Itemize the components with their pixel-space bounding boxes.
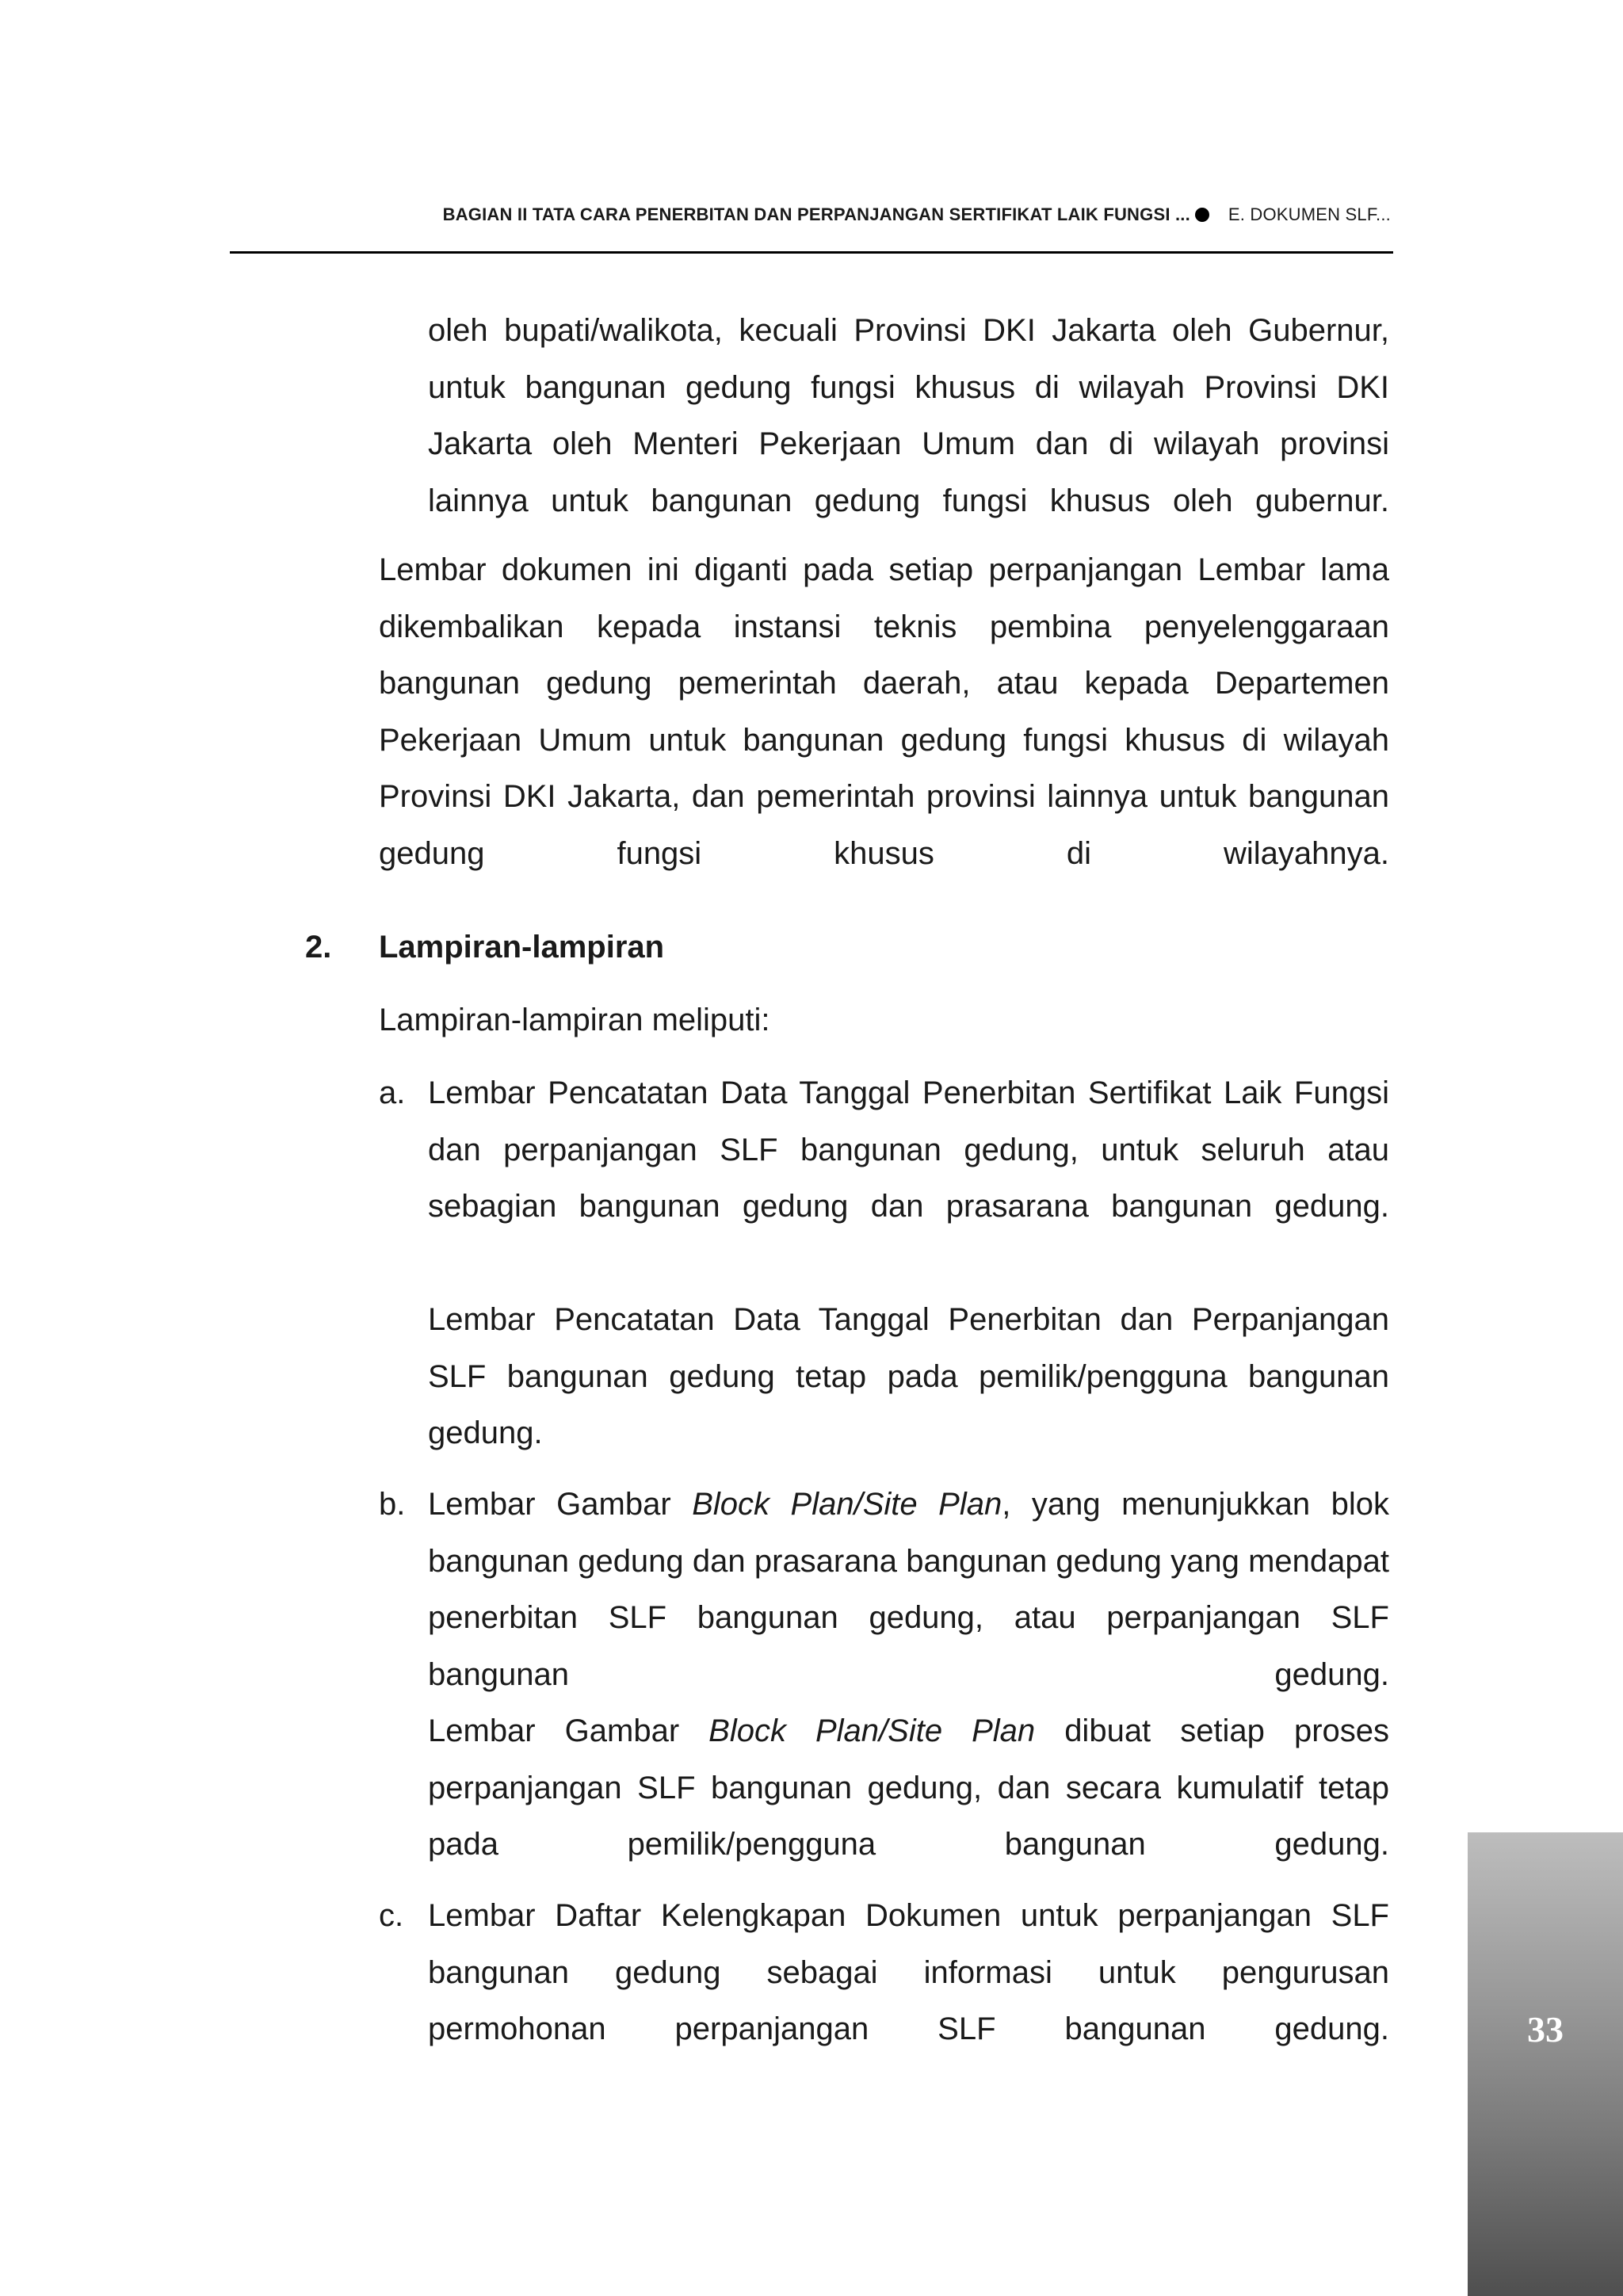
section-title: Lampiran-lampiran <box>379 930 665 965</box>
header-chapter-title: BAGIAN II TATA CARA PENERBITAN DAN PERPANJANGAN SERTIFIKAT LAIK FUNGSI ... <box>442 204 1190 224</box>
section-number: 2. <box>305 930 332 965</box>
page-number: 33 <box>1527 2009 1564 2050</box>
header-section-title: E. DOKUMEN SLF... <box>1228 204 1391 224</box>
item-c-marker: c. <box>379 1898 404 1933</box>
item-b-note: Lembar Gambar Block Plan/Site Plan dibuat setiap proses perpanjangan SLF bangunan gedung, dan secara kumulatif tetap pada pemilik/pengguna bangunan gedung. <box>428 1713 1390 1862</box>
running-header <box>230 204 1391 225</box>
page-tab <box>1468 1832 1623 2296</box>
lembar-paragraph: Lembar dokumen ini diganti pada setiap perpanjangan Lembar lama dikembalikan kepada instansi teknis pembina penyelenggaraan bangunan gedung pemerintah daerah, atau kepada Departemen Pekerjaan Umum untuk bangunan gedung fungsi khusus di wilayah Provinsi DKI Jakarta, dan pemerintah provinsi lainnya untuk bangunan gedung fungsi khusus di wilayahnya. <box>379 552 1389 871</box>
item-a-note: Lembar Pencatatan Data Tanggal Penerbitan dan Perpanjangan SLF bangunan gedung tetap pada pemilik/pengguna bangunan gedung. <box>428 1302 1389 1450</box>
item-c-text: Lembar Daftar Kelengkapan Dokumen untuk perpanjangan SLF bangunan gedung sebagai informasi untuk pengurusan permohonan perpanjangan SLF bangunan gedung. <box>428 1898 1389 2046</box>
header-divider <box>230 251 1393 254</box>
item-b-text: Lembar Gambar Block Plan/Site Plan, yang menunjukkan blok bangunan gedung dan prasarana bangunan gedung yang mendapat penerbitan SLF bangunan gedung, atau perpanjangan SLF bangunan gedung. <box>428 1487 1389 1692</box>
item-b-marker: b. <box>379 1487 406 1522</box>
section-intro: Lampiran-lampiran meliputi: <box>379 1003 770 1037</box>
bullet-icon <box>1195 208 1209 222</box>
item-a-marker: a. <box>379 1075 406 1110</box>
continuation-paragraph: oleh bupati/walikota, kecuali Provinsi DKI Jakarta oleh Gubernur, untuk bangunan gedung fungsi khusus di wilayah Provinsi DKI Jakarta oleh Menteri Pekerjaan Umum dan di wilayah provinsi lainnya untuk bangunan gedung fungsi khusus oleh gubernur. <box>428 313 1389 518</box>
item-a-text: Lembar Pencatatan Data Tanggal Penerbitan Sertifikat Laik Fungsi dan perpanjangan SLF bangunan gedung, untuk seluruh atau sebagian bangunan gedung dan prasarana bangunan gedung. <box>428 1075 1389 1224</box>
